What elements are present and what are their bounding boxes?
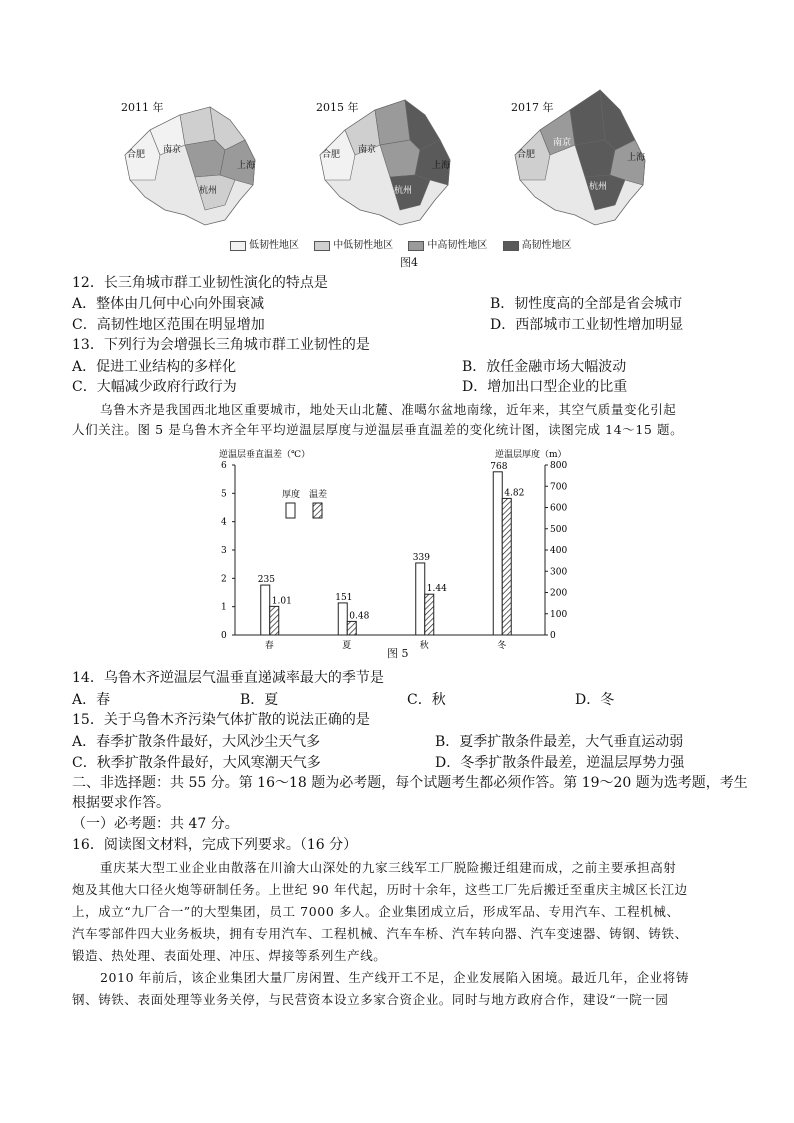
q12-option-d: D．西部城市工业韧性增加明显 <box>490 317 684 333</box>
legend-label: 高韧性地区 <box>521 240 572 251</box>
map-year-label: 2011 年 <box>121 101 164 114</box>
legend-item <box>503 236 572 251</box>
bar-tempdiff-3 <box>502 498 511 635</box>
x-tick-label: 春 <box>264 641 274 651</box>
q15-option-c: C．秋季扩散条件最好，大风寒潮天气多 <box>72 755 321 771</box>
city-label-hangzhou: 杭州 <box>394 186 413 196</box>
q13-option-b: B．放任金融市场大幅波动 <box>462 359 627 375</box>
q13-stem: 13．下列行为会增强长三角城市群工业韧性的是 <box>72 337 370 353</box>
map-2015 <box>300 85 460 235</box>
q16-paragraph-2-line-2: 钢、铸铁、表面处理等业务关停，与民营资本设立多家合资企业。同时与地方政府合作，建设“一院一园 <box>72 992 669 1007</box>
map-year-label: 2015 年 <box>316 101 359 114</box>
bar-tempdiff-2 <box>425 594 434 635</box>
y-tick-label-right: 600 <box>550 503 568 514</box>
q13-option-d: D．增加出口型企业的比重 <box>462 379 628 395</box>
y-axis-left-label: 逆温层垂直温差（℃） <box>219 450 311 460</box>
data-label-tempdiff: 1.44 <box>426 584 447 595</box>
legend-label-thickness: 厚度 <box>282 490 301 500</box>
y-tick-label-right: 800 <box>550 461 568 471</box>
legend-swatch <box>408 241 424 251</box>
q12-option-a: A．整体由几何中心向外围衰减 <box>72 296 265 312</box>
q16-paragraph-1-line-5: 锻造、热处理、表面处理、冲压、焊接等系列生产线。 <box>72 948 387 963</box>
y-tick-label-right: 500 <box>550 524 568 535</box>
q14-option-c: C．秋 <box>407 692 446 708</box>
y-tick-label-right: 0 <box>550 631 556 641</box>
q16-paragraph-1-line-1: 重庆某大型工业企业由散落在川渝大山深处的九家三线军工厂脱险搬迁组建而成，之前主要承担高射 <box>100 860 677 875</box>
data-label-thickness: 151 <box>335 592 353 603</box>
y-tick-label-right: 700 <box>550 482 568 493</box>
city-label-nanjing: 南京 <box>358 145 377 155</box>
q15-option-a: A．春季扩散条件最好，大风沙尘天气多 <box>72 734 321 750</box>
part2-instruction-2: 根据要求作答。 <box>72 795 170 811</box>
q14-option-b: B．夏 <box>240 692 279 708</box>
data-label-thickness: 339 <box>412 552 430 563</box>
y-tick-label-left: 1 <box>221 602 227 613</box>
chart-legend <box>282 488 327 518</box>
city-label-hefei: 合肥 <box>322 150 341 160</box>
y-tick-label-left: 0 <box>221 631 227 641</box>
part2-subsection: （一）必考题：共 47 分。 <box>72 816 239 832</box>
figure-5-caption: 图 5 <box>387 647 409 660</box>
city-label-shanghai: 上海 <box>432 161 451 171</box>
data-label-tempdiff: 4.82 <box>504 488 525 499</box>
city-label-shanghai: 上海 <box>237 161 256 171</box>
data-label-thickness: 235 <box>257 575 275 586</box>
inversion-chart-svg <box>195 443 595 663</box>
legend-label: 低韧性地区 <box>249 240 299 251</box>
q14-option-a: A．春 <box>72 692 111 708</box>
figure-4-legend <box>230 236 584 251</box>
q15-stem: 15．关于乌鲁木齐污染气体扩散的说法正确的是 <box>72 712 370 728</box>
data-label-tempdiff: 1.01 <box>271 596 292 607</box>
y-tick-label-right: 400 <box>550 546 568 556</box>
intro-line-2: 人们关注。图 5 是乌鲁木齐全年平均逆温层厚度与逆温层垂直温差的变化统计图，读图完成 14～15 题。 <box>72 422 684 437</box>
q15-option-d: D．冬季扩散条件最差，逆温层厚势力强 <box>435 755 685 771</box>
bar-tempdiff-1 <box>347 621 356 635</box>
city-label-nanjing: 南京 <box>163 145 182 155</box>
y-tick-label-right: 200 <box>550 588 568 599</box>
y-tick-label-left: 5 <box>221 489 227 500</box>
legend-item <box>314 236 393 251</box>
q16-paragraph-1-line-4: 汽车零部件四大业务板块，拥有专用汽车、工程机械、汽车车桥、汽车转向器、汽车变速器、铸钢、铸铁、 <box>72 926 688 941</box>
map-year-label: 2017 年 <box>511 101 554 114</box>
q16-paragraph-1-line-2: 炮及其他大口径火炮等研制任务。上世纪 90 年代起，历时十余年，这些工厂先后搬迁至重庆主城区长江边 <box>72 882 688 897</box>
y-tick-label-left: 4 <box>221 517 227 528</box>
bar-thickness-0 <box>261 585 270 635</box>
q13-option-c: C．大幅减少政府行政行为 <box>72 379 237 395</box>
q14-option-d: D．冬 <box>575 692 615 708</box>
x-tick-label: 夏 <box>342 641 352 651</box>
figure-5-chart <box>195 443 595 663</box>
x-tick-label: 秋 <box>419 641 429 651</box>
legend-swatch-thickness <box>286 503 295 518</box>
legend-swatch <box>230 241 246 251</box>
intro-line-1: 乌鲁木齐是我国西北地区重要城市，地处天山北麓、准噶尔盆地南缘，近年来，其空气质量变化引起 <box>100 402 677 417</box>
x-tick-label: 冬 <box>497 641 507 651</box>
map-2011 <box>105 85 265 235</box>
city-label-hefei: 合肥 <box>127 150 146 160</box>
legend-swatch-tempdiff <box>313 503 322 518</box>
part2-instruction-1: 二、非选择题：共 55 分。第 16～18 题为必考题，每个试题考生都必须作答。第 19～20 题为选考题，考生 <box>72 775 748 791</box>
city-label-hangzhou: 杭州 <box>199 186 218 196</box>
q12-stem: 12．长三角城市群工业韧性演化的特点是 <box>72 275 328 291</box>
q12-option-b: B．韧性度高的全部是省会城市 <box>490 296 683 312</box>
legend-label: 中低韧性地区 <box>333 240 394 251</box>
legend-item <box>230 236 299 251</box>
city-label-hefei: 合肥 <box>517 150 536 160</box>
figure-4-caption: 图4 <box>400 256 418 269</box>
city-label-nanjing: 南京 <box>553 138 572 148</box>
bar-thickness-1 <box>338 603 347 635</box>
bar-tempdiff-0 <box>270 606 279 635</box>
q15-option-b: B．夏季扩散条件最差，大气垂直运动弱 <box>435 734 684 750</box>
q12-option-c: C．高韧性地区范围在明显增加 <box>72 317 265 333</box>
y-tick-label-right: 100 <box>550 609 568 620</box>
y-tick-label-left: 2 <box>221 574 227 585</box>
city-label-shanghai: 上海 <box>627 153 646 163</box>
q14-stem: 14．乌鲁木齐逆温层气温垂直递减率最大的季节是 <box>72 670 384 686</box>
legend-label-tempdiff: 温差 <box>309 490 328 500</box>
q16-stem: 16．阅读图文材料，完成下列要求。（16 分） <box>72 837 358 853</box>
y-tick-label-left: 3 <box>221 546 227 556</box>
city-label-hangzhou: 杭州 <box>589 182 608 192</box>
legend-swatch <box>503 241 519 251</box>
y-axis-right-label: 逆温层厚度（m） <box>495 450 567 460</box>
bar-thickness-2 <box>416 563 425 635</box>
q13-option-a: A．促进工业结构的多样化 <box>72 359 237 375</box>
q16-paragraph-1-line-3: 上，成立“九厂合一”的大型集团，员工 7000 多人。企业集团成立后，形成军品、专用汽车、工程机械、 <box>72 904 680 919</box>
data-label-thickness: 768 <box>490 461 508 472</box>
map-2017 <box>495 85 655 235</box>
y-tick-label-left: 6 <box>221 461 227 471</box>
legend-item <box>408 236 487 251</box>
q16-paragraph-2-line-1: 2010 年前后，该企业集团大量厂房闲置、生产线开工不足，企业发展陷入困境。最近几年，企业将铸 <box>100 970 689 985</box>
bar-thickness-3 <box>493 472 502 635</box>
legend-label: 中高韧性地区 <box>427 240 488 251</box>
figure-4-maps <box>100 85 660 255</box>
y-tick-label-right: 300 <box>550 567 568 578</box>
data-label-tempdiff: 0.48 <box>349 611 370 622</box>
legend-swatch <box>314 241 330 251</box>
